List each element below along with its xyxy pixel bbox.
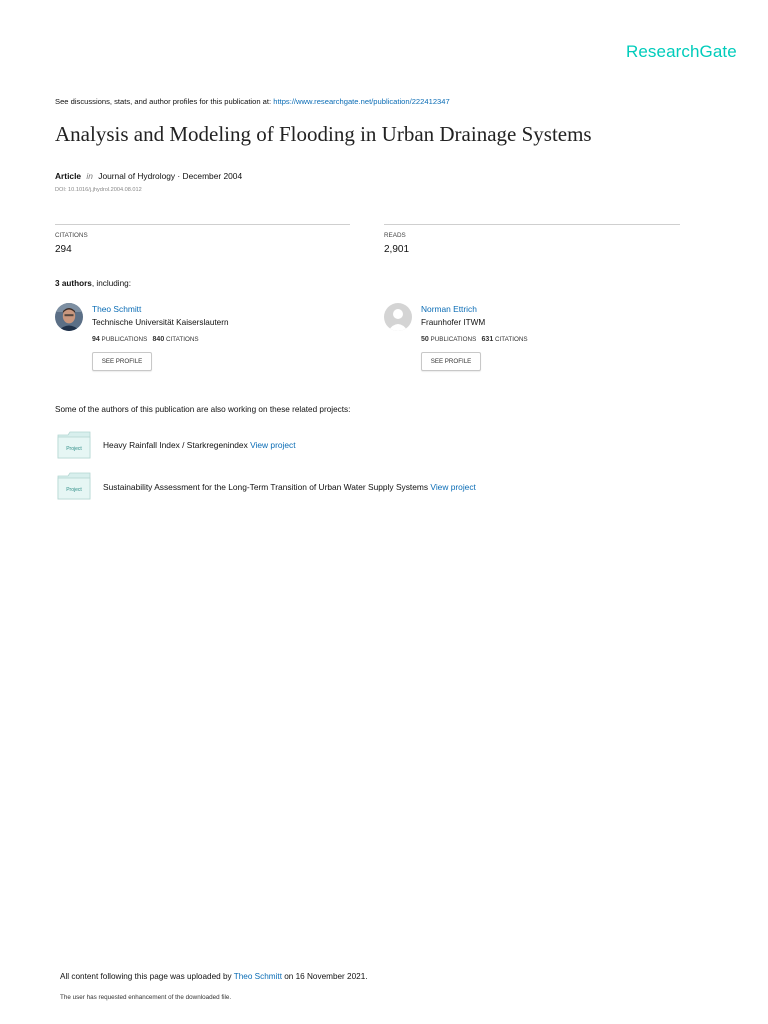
author-stats <box>421 336 528 343</box>
reads-value: 2,901 <box>384 244 410 255</box>
author-citations-count: 631 <box>481 336 494 343</box>
author-avatar-norman-ettrich[interactable] <box>384 303 412 331</box>
upload-prefix: All content following this page was uploaded by <box>60 972 232 981</box>
publication-url-link[interactable]: https://www.researchgate.net/publication/222412347 <box>273 97 450 106</box>
enhancement-note: The user has requested enhancement of the downloaded file. <box>60 994 232 1001</box>
project-item <box>103 482 476 492</box>
author-avatar-theo-schmitt[interactable] <box>55 303 83 331</box>
authors-heading <box>55 279 131 288</box>
author-name-link[interactable]: Norman Ettrich <box>421 304 477 314</box>
upload-note <box>60 972 368 981</box>
author-institution: Technische Universität Kaiserslautern <box>92 318 229 327</box>
project-title: Heavy Rainfall Index / Starkregenindex <box>103 440 248 450</box>
view-project-link[interactable]: View project <box>430 482 476 492</box>
see-profile-button[interactable]: SEE PROFILE <box>92 352 152 371</box>
author-citations-label: CITATIONS <box>165 336 199 343</box>
author-citations-count: 840 <box>152 336 165 343</box>
project-icon-label: Project <box>66 446 82 452</box>
project-title: Sustainability Assessment for the Long-Term Transition of Urban Water Supply Systems <box>103 482 429 492</box>
reads-label: READS <box>384 232 406 239</box>
author-publications-count: 94 <box>92 336 100 343</box>
avatar-photo-icon <box>55 303 83 331</box>
author-publications-count: 50 <box>421 336 429 343</box>
meta-in: in <box>86 171 93 181</box>
default-avatar-icon <box>384 303 412 331</box>
author-citations-label: CITATIONS <box>494 336 528 343</box>
author-name-link[interactable]: Theo Schmitt <box>92 304 142 314</box>
folder-icon <box>57 431 91 459</box>
citations-label: CITATIONS <box>55 232 88 239</box>
reads-divider <box>384 224 680 225</box>
project-icon-label: Project <box>66 487 82 493</box>
folder-icon <box>57 472 91 500</box>
author-stats <box>92 336 199 343</box>
publication-title: Analysis and Modeling of Flooding in Urban Drainage Systems <box>55 122 592 146</box>
publication-meta <box>55 171 242 181</box>
upload-suffix: on 16 November 2021. <box>284 972 368 981</box>
authors-count: 3 authors <box>55 279 92 288</box>
author-publications-label: PUBLICATIONS <box>430 336 477 343</box>
see-profile-button[interactable]: SEE PROFILE <box>421 352 481 371</box>
researchgate-logo[interactable]: ResearchGate <box>626 42 737 61</box>
author-publications-label: PUBLICATIONS <box>101 336 148 343</box>
journal-date: Journal of Hydrology · December 2004 <box>98 171 243 181</box>
publication-type: Article <box>55 171 82 181</box>
publication-doi: DOI: 10.1016/j.jhydrol.2004.08.012 <box>55 187 142 193</box>
project-folder-icon <box>57 431 91 459</box>
author-institution: Fraunhofer ITWM <box>421 318 486 327</box>
see-discussions-text: See discussions, stats, and author profiles for this publication at: <box>55 97 272 106</box>
uploader-link[interactable]: Theo Schmitt <box>233 972 282 981</box>
view-project-link[interactable]: View project <box>250 440 296 450</box>
authors-suffix: , including: <box>91 279 132 288</box>
related-projects-heading: Some of the authors of this publication are also working on these related projects: <box>55 405 351 414</box>
citations-value: 294 <box>55 244 72 255</box>
see-discussions-line <box>55 97 450 106</box>
project-item <box>103 440 296 450</box>
citations-divider <box>55 224 350 225</box>
project-folder-icon <box>57 472 91 500</box>
